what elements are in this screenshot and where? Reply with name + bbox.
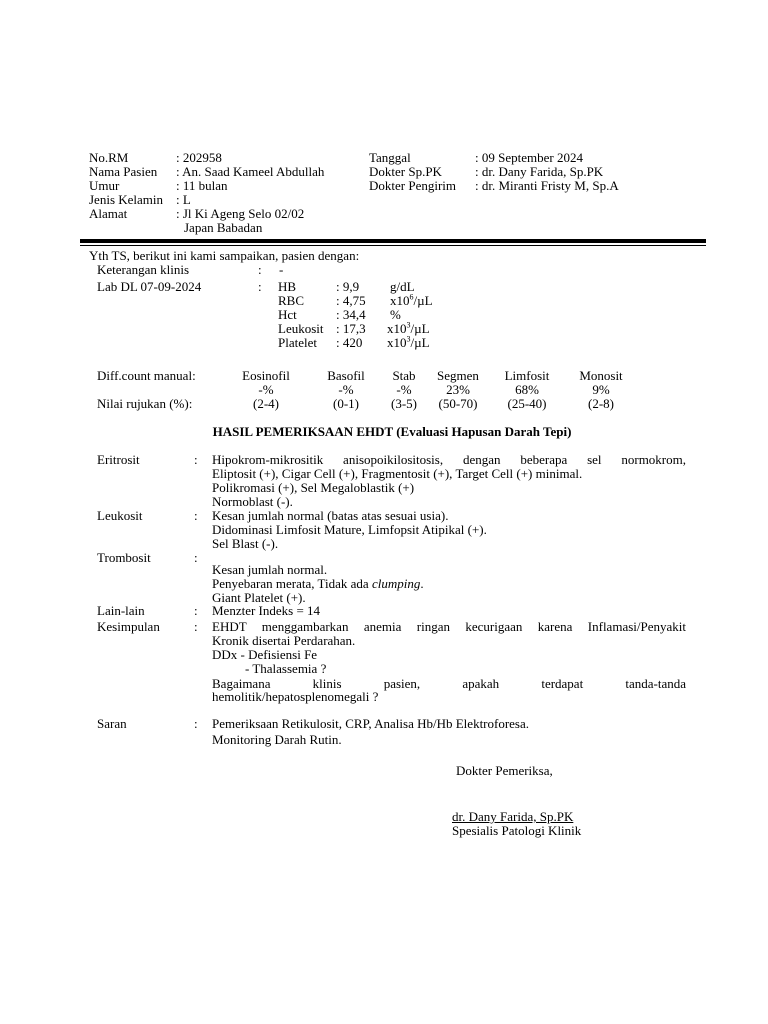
diff-name-monosit: Monosit — [579, 368, 623, 383]
trombosit-line-1: Kesan jumlah normal. — [212, 562, 328, 577]
diff-value-eosinofil: -% — [258, 382, 274, 397]
colon-leukosit: : — [194, 508, 198, 523]
value-dokter-sppk: : dr. Dany Farida, Sp.PK — [475, 164, 604, 179]
eritrosit-line-4: Normoblast (-). — [212, 494, 293, 509]
lab-unit-rbc: $x10^6/\mu L$ — [390, 292, 433, 308]
signature-heading: Dokter Pemeriksa, — [456, 763, 553, 778]
signature-name: dr. Dany Farida, Sp.PK — [452, 809, 574, 824]
label-jenis-kelamin: Jenis Kelamin — [89, 192, 164, 207]
label-keterangan-klinis: Keterangan klinis — [97, 262, 190, 277]
lab-value-leukosit: : 17,3 — [336, 321, 366, 336]
diff-name-stab: Stab — [392, 368, 416, 383]
trombosit-line-3: Giant Platelet (+). — [212, 590, 306, 605]
lain-lain-line-1: Menzter Indeks = 14 — [212, 603, 321, 618]
diff-ref-stab: (3-5) — [391, 396, 417, 411]
diff-name-basofil: Basofil — [327, 368, 365, 383]
diff-ref-eosinofil: (2-4) — [253, 396, 279, 411]
lab-unit-hb: g/dL — [390, 279, 415, 294]
eritrosit-line-2: Eliptosit (+), Cigar Cell (+), Fragmentosit (+), Target Cell (+) minimal. — [212, 466, 583, 481]
label-alamat: Alamat — [89, 206, 128, 221]
kesimpulan-line-6: hemolitik/hepatosplenomegali ? — [212, 689, 379, 704]
value-no-rm: : 202958 — [176, 150, 222, 165]
saran-line-1: Pemeriksaan Retikulosit, CRP, Analisa Hb/Hb Elektroforesa. — [212, 716, 530, 731]
signature-title: Spesialis Patologi Klinik — [452, 823, 582, 838]
label-dokter-pengirim: Dokter Pengirim — [369, 178, 457, 193]
value-alamat-line2: Japan Babadan — [184, 220, 263, 235]
colon-keterangan: : — [258, 262, 262, 277]
leukosit-line-3: Sel Blast (-). — [212, 536, 279, 551]
colon-lab: : — [258, 279, 262, 294]
diff-ref-segmen: (50-70) — [438, 396, 478, 411]
kesimpulan-line-2: Kronik disertai Perdarahan. — [212, 633, 356, 648]
label-tanggal: Tanggal — [369, 150, 411, 165]
value-dokter-pengirim: : dr. Miranti Fristy M, Sp.A — [475, 178, 619, 193]
colon-eritrosit: : — [194, 452, 198, 467]
diff-value-limfosit: 68% — [515, 382, 539, 397]
label-dokter-sppk: Dokter Sp.PK — [369, 164, 442, 179]
value-keterangan-klinis: - — [279, 262, 284, 277]
diff-ref-monosit: (2-8) — [588, 396, 614, 411]
trombosit-line-2: Penyebaran merata, Tidak ada clumping. — [212, 576, 424, 591]
lab-name-platelet: Platelet — [278, 335, 317, 350]
diff-name-limfosit: Limfosit — [504, 368, 550, 383]
lab-value-rbc: : 4,75 — [336, 293, 366, 308]
lab-name-rbc: RBC — [278, 293, 305, 308]
label-trombosit: Trombosit — [97, 550, 151, 565]
diff-ref-basofil: (0-1) — [333, 396, 359, 411]
kesimpulan-line-3: DDx - Defisiensi Fe — [212, 647, 318, 662]
diff-name-eosinofil: Eosinofil — [242, 368, 290, 383]
lab-value-hb: : 9,9 — [336, 279, 360, 294]
lab-name-hb: HB — [278, 279, 297, 294]
saran-line-2: Monitoring Darah Rutin. — [212, 732, 342, 747]
diff-name-segmen: Segmen — [437, 368, 479, 383]
label-diff-count: Diff.count manual: — [97, 368, 196, 383]
colon-kesimpulan: : — [194, 619, 198, 634]
colon-saran: : — [194, 716, 198, 731]
diff-value-monosit: 9% — [592, 382, 610, 397]
label-no-rm: No.RM — [89, 150, 129, 165]
label-nilai-rujukan: Nilai rujukan (%): — [97, 396, 193, 411]
lab-name-hct: Hct — [278, 307, 297, 322]
lab-value-hct: : 34,4 — [336, 307, 366, 322]
colon-lain-lain: : — [194, 603, 198, 618]
header-divider-thick — [80, 239, 706, 243]
kesimpulan-line-4: - Thalassemia ? — [245, 661, 327, 676]
diff-value-basofil: -% — [338, 382, 354, 397]
diff-value-stab: -% — [396, 382, 412, 397]
lab-unit-hct: % — [390, 307, 401, 322]
label-nama-pasien: Nama Pasien — [89, 164, 158, 179]
label-lab-dl: Lab DL 07-09-2024 — [97, 279, 202, 294]
leukosit-line-1: Kesan jumlah normal (batas atas sesuai usia). — [212, 508, 449, 523]
label-saran: Saran — [97, 716, 127, 731]
colon-trombosit: : — [194, 550, 198, 565]
label-lain-lain: Lain-lain — [97, 603, 145, 618]
value-alamat: : Jl Ki Ageng Selo 02/02 — [176, 206, 305, 221]
lab-unit-leukosit: $x10^3/\mu L$ — [387, 320, 430, 336]
lab-unit-platelet: $x10^3/\mu L$ — [387, 334, 430, 350]
value-tanggal: : 09 September 2024 — [475, 150, 583, 165]
leukosit-line-2: Didominasi Limfosit Mature, Limfopsit Atipikal (+). — [212, 522, 487, 537]
label-leukosit: Leukosit — [97, 508, 143, 523]
intro-text: Yth TS, berikut ini kami sampaikan, pasien dengan: — [89, 248, 360, 263]
kesimpulan-line-1: EHDT menggambarkan anemia ringan kecurigaan karena Inflamasi/Penyakit — [212, 619, 686, 634]
section-title: HASIL PEMERIKSAAN EHDT (Evaluasi Hapusan Darah Tepi) — [212, 424, 572, 439]
diff-ref-limfosit: (25-40) — [507, 396, 547, 411]
label-umur: Umur — [89, 178, 120, 193]
header-divider-thin — [80, 245, 706, 246]
kesimpulan-line-5: Bagaimana klinis pasien, apakah terdapat tanda-tanda — [212, 676, 686, 691]
eritrosit-line-3: Polikromasi (+), Sel Megaloblastik (+) — [212, 480, 415, 495]
lab-value-platelet: : 420 — [336, 335, 363, 350]
label-eritrosit: Eritrosit — [97, 452, 140, 467]
value-nama-pasien: : An. Saad Kameel Abdullah — [176, 164, 325, 179]
eritrosit-line-1: Hipokrom-mikrositik anisopoikilositosis, dengan beberapa sel normokrom, — [212, 452, 686, 467]
value-umur: : 11 bulan — [176, 178, 228, 193]
value-jenis-kelamin: : L — [176, 192, 191, 207]
diff-value-segmen: 23% — [446, 382, 470, 397]
label-kesimpulan: Kesimpulan — [97, 619, 160, 634]
lab-name-leukosit: Leukosit — [278, 321, 324, 336]
